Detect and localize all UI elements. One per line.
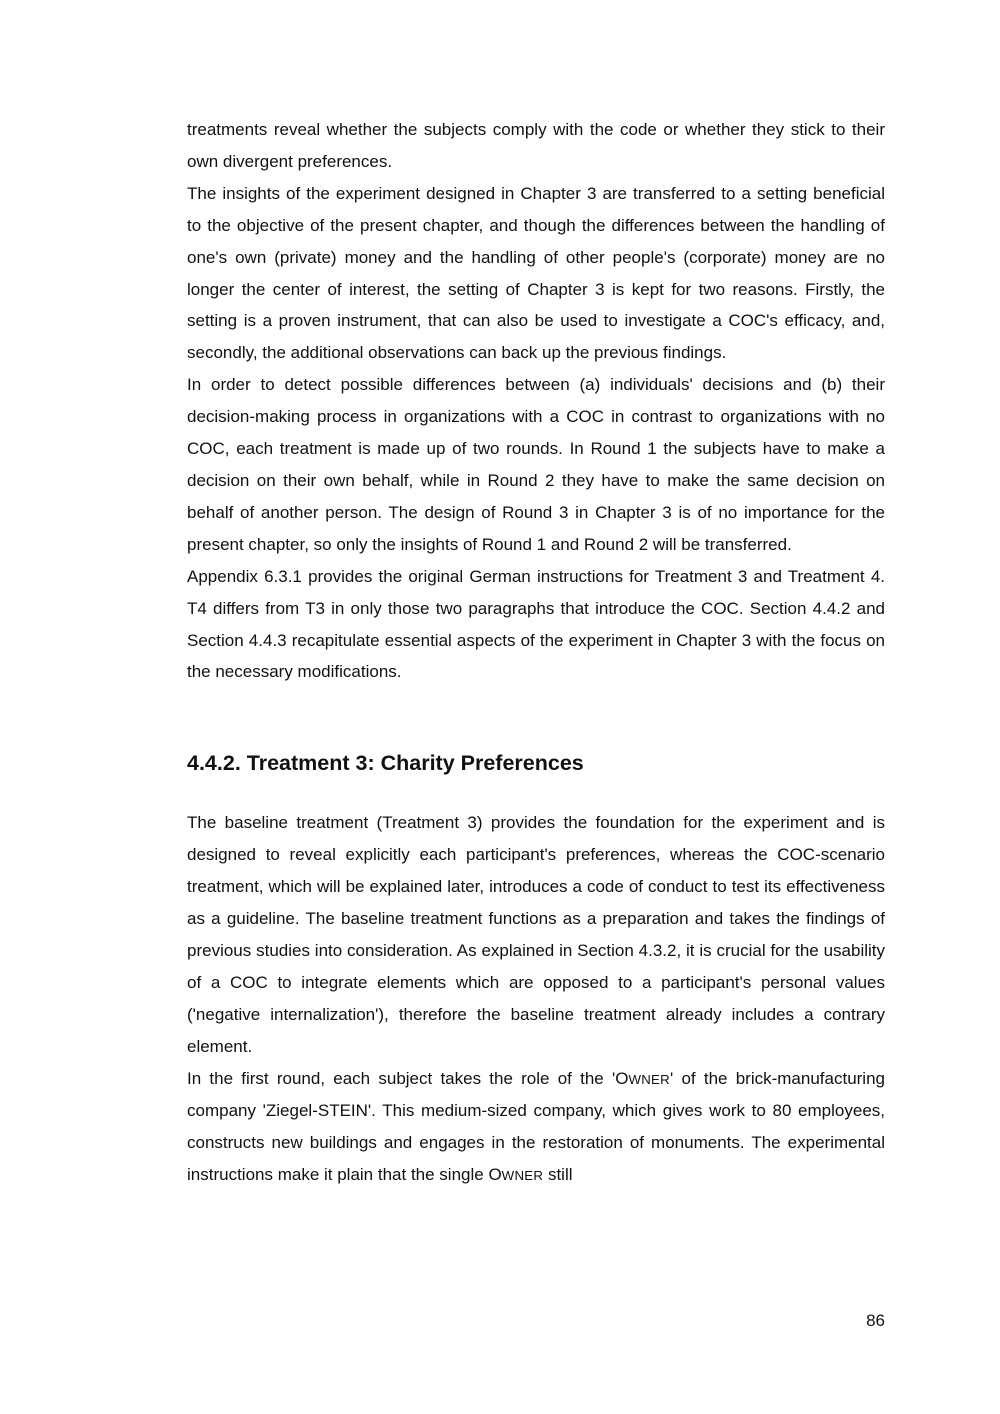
- paragraph-continuation: treatments reveal whether the subjects comply with the code or whether they stick to their own divergent preferences.: [187, 120, 885, 171]
- paragraph-first-round-part3: still: [543, 1165, 573, 1185]
- paragraph-first-round-part2: ' of the brick-manufacturing company 'Ziegel-STEIN'. This medium-sized company, which gives work to 80 employees, constructs new buildings and engages in the restoration of monuments. The experimental instructions make it plain that the single: [187, 1068, 885, 1185]
- owner-small-caps: WNER: [628, 1071, 670, 1087]
- paragraph-first-round: [187, 1063, 885, 1193]
- paragraph-setting: The insights of the experiment designed in Chapter 3 are transferred to a setting beneficial to the objective of the present chapter, and though the differences between the handling of one's own (private) money and the handling of other people's (corporate) money are no longer the center of interest, the setting of Chapter 3 is kept for two reasons. Firstly, the setting is a proven instrument, that can also be used to investigate a COC's efficacy, and, secondly, the additional observations can back up the previous findings.: [187, 183, 885, 363]
- paragraph-baseline: The baseline treatment (Treatment 3) provides the foundation for the experiment and is designed to reveal explicitly each participant's preferences, whereas the COC-scenario treatment, which will be explained later, introduces a code of conduct to test its effectiveness as a guideline. The baseline treatment functions as a preparation and takes the findings of previous studies into consideration. As explained in Section 4.3.2, it is crucial for the usability of a COC to integrate elements which are opposed to a participant's personal values ('negative internalization'), therefore the baseline treatment already includes a contrary element.: [187, 813, 885, 1056]
- owner-small-caps: WNER: [501, 1168, 544, 1184]
- paragraph-first-round-part1: In the first round, each subject takes the role of the ': [187, 1068, 616, 1088]
- paragraph-rounds: In order to detect possible differences between (a) individuals' decisions and (b) their decision-making process in organizations with a COC in contrast to organizations with no COC, each treatment is made up of two rounds. In Round 1 the subjects have to make a decision on their own behalf, while in Round 2 they have to make the same decision on behalf of another person. The design of Round 3 in Chapter 3 is of no importance for the present chapter, so only the insights of Round 1 and Round 2 will be transferred.: [187, 375, 885, 554]
- owner-initial: O: [615, 1068, 629, 1088]
- page-body: [187, 114, 885, 1192]
- page-number: 86: [866, 1311, 885, 1330]
- section-heading: 4.4.2. Treatment 3: Charity Preferences: [187, 751, 584, 776]
- owner-initial: O: [488, 1165, 502, 1185]
- paragraph-appendix: Appendix 6.3.1 provides the original German instructions for Treatment 3 and Treatment 4. T4 differs from T3 in only those two paragraphs that introduce the COC. Section 4.4.2 and Section 4.4.3 recapitulate essential aspects of the experiment in Chapter 3 with the focus on the necessary modifications.: [187, 566, 885, 682]
